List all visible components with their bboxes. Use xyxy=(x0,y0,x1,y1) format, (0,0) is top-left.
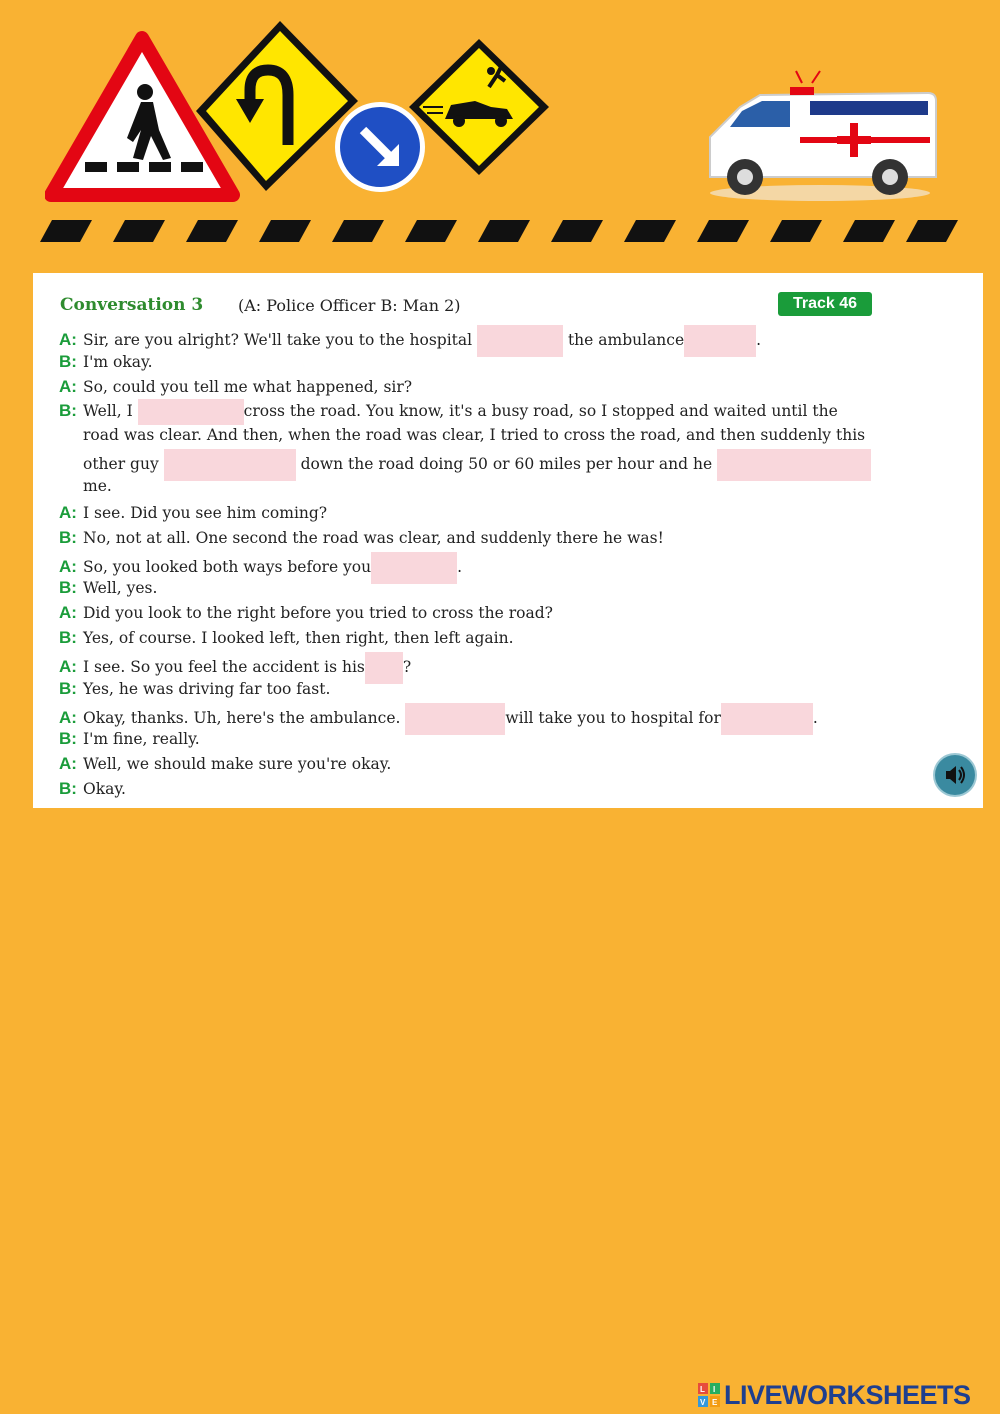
line-text: me. xyxy=(83,477,112,495)
speaker-volume-icon xyxy=(935,755,975,795)
speaker-label: B: xyxy=(59,401,77,420)
car-accident-sign-icon xyxy=(405,35,553,180)
speaker-label: A: xyxy=(59,330,77,349)
line-text: down the road doing 50 or 60 miles per hour and he xyxy=(295,455,718,473)
line-text: I see. So you feel the accident is his xyxy=(83,658,365,676)
ambulance-icon xyxy=(700,65,945,205)
conversation-panel xyxy=(33,273,983,808)
logo-letter: E xyxy=(712,1398,718,1407)
dialogue-line xyxy=(59,602,889,624)
line-text: Well, yes. xyxy=(83,579,158,597)
line-text: the ambulance xyxy=(563,331,685,349)
audio-play-button[interactable] xyxy=(935,755,975,795)
dialogue-line xyxy=(59,627,889,649)
line-text: Well, we should make sure you're okay. xyxy=(83,755,392,773)
line-text: will take you to hospital for xyxy=(505,709,721,727)
logo-letter: V xyxy=(700,1398,706,1407)
line-text: Well, I xyxy=(83,402,138,420)
conversation-roles: (A: Police Officer B: Man 2) xyxy=(238,296,461,315)
speaker-label: B: xyxy=(59,729,77,748)
line-text: other guy xyxy=(83,455,164,473)
dialogue-line-continued xyxy=(59,424,889,446)
line-text: I see. Did you see him coming? xyxy=(83,504,328,522)
line-text: Did you look to the right before you tried to cross the road? xyxy=(83,604,553,622)
track-badge: Track 46 xyxy=(778,292,872,316)
dialogue-line xyxy=(59,728,889,750)
speaker-label: B: xyxy=(59,679,77,698)
brand-name: LIVEWORKSHEETS xyxy=(724,1380,971,1410)
speaker-label: B: xyxy=(59,628,77,647)
liveworksheets-logo xyxy=(698,1380,998,1410)
line-text: ? xyxy=(402,658,412,676)
speaker-label: A: xyxy=(59,377,77,396)
line-text: . xyxy=(457,558,463,576)
hazard-stripe-divider xyxy=(40,220,960,244)
line-text: So, could you tell me what happened, sir? xyxy=(83,378,413,396)
line-text: . xyxy=(812,709,818,727)
dialogue-line xyxy=(59,527,889,549)
speaker-label: A: xyxy=(59,754,77,773)
dialogue-line xyxy=(59,577,889,599)
speaker-label: A: xyxy=(59,557,77,576)
logo-letter: I xyxy=(713,1385,716,1394)
dialogue-line xyxy=(59,376,889,398)
dialogue-line-continued xyxy=(59,475,889,497)
line-text: I'm fine, really. xyxy=(83,730,200,748)
line-text: Okay. xyxy=(83,780,126,798)
speaker-label: B: xyxy=(59,578,77,597)
line-text: . xyxy=(756,331,762,349)
line-text: No, not at all. One second the road was clear, and suddenly there he was! xyxy=(83,529,664,547)
dialogue-line xyxy=(59,753,889,775)
dialogue-line xyxy=(59,778,889,800)
speaker-label: B: xyxy=(59,352,77,371)
header-signs xyxy=(0,0,1000,270)
dialogue-line xyxy=(59,678,889,700)
liveworksheets-logo-icon xyxy=(698,1383,720,1407)
line-text: Yes, of course. I looked left, then right, then left again. xyxy=(83,629,514,647)
line-text: Yes, he was driving far too fast. xyxy=(83,680,331,698)
logo-letter: L xyxy=(700,1385,705,1394)
line-text: Sir, are you alright? We'll take you to the hospital xyxy=(83,331,478,349)
line-text: cross the road. You know, it's a busy road, so I stopped and waited until the xyxy=(243,402,838,420)
speaker-label: A: xyxy=(59,657,77,676)
conversation-title: Conversation 3 xyxy=(60,295,204,315)
speaker-label: A: xyxy=(59,503,77,522)
line-text: I'm okay. xyxy=(83,353,153,371)
dialogue-line xyxy=(59,351,889,373)
speaker-label: A: xyxy=(59,708,77,727)
answer-blank-3[interactable] xyxy=(138,399,244,425)
speaker-label: A: xyxy=(59,603,77,622)
dialogue-line xyxy=(59,399,889,425)
line-text: Okay, thanks. Uh, here's the ambulance. xyxy=(83,709,406,727)
line-text: So, you looked both ways before you xyxy=(83,558,372,576)
line-text: road was clear. And then, when the road was clear, I tried to cross the road, and then suddenly this xyxy=(83,426,866,444)
speaker-label: B: xyxy=(59,528,77,547)
dialogue-line xyxy=(59,502,889,524)
speaker-label: B: xyxy=(59,779,77,798)
